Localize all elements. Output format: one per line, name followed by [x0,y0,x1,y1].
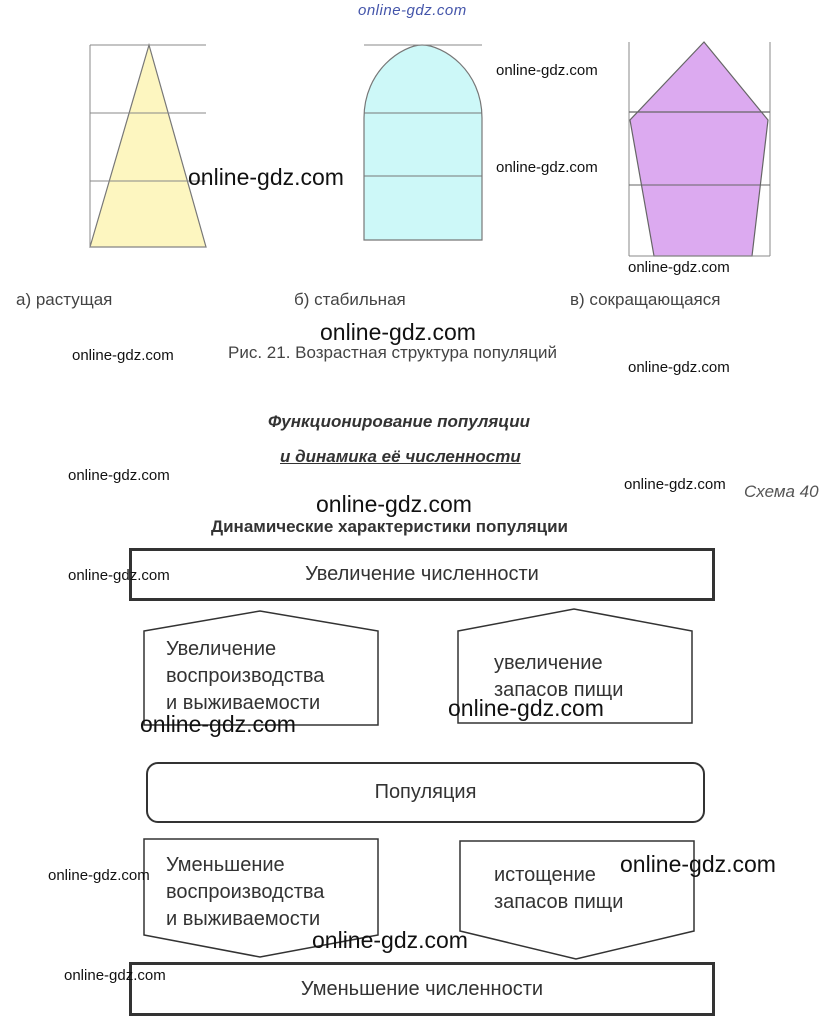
population-box [146,762,705,823]
increase-population-label: Увеличение численности [305,563,539,585]
scheme-title-line2: и динамика её численности [280,447,521,466]
figure-caption: Рис. 21. Возрастная структура популяций [228,343,557,362]
watermark: online-gdz.com [68,467,170,484]
decrease-population-label: Уменьшение численности [300,977,544,1000]
reproduction-increase-text: Увеличение воспроизводства и выживаемости [166,638,325,714]
scheme-subtitle: Динамические характеристики популяции [211,517,569,536]
declining-urn-shape [630,42,768,256]
watermark: online-gdz.com [72,347,174,364]
watermark: online-gdz.com [620,851,776,877]
scheme-number: Схема 40 [744,482,819,501]
growing-triangle [90,45,206,247]
reproduction-decrease-text: Уменьшение воспроизводства и выживаемости [166,854,325,930]
watermark: online-gdz.com [316,491,472,517]
stable-population-diagram [358,40,492,246]
label-declining: в) сокращающаяся [570,290,721,309]
food-supply-depletion-text: истощение запасов пищи [494,864,624,913]
stable-bell-shape [364,45,482,240]
label-growing: а) растущая [16,290,113,309]
watermark: online-gdz.com [628,259,730,276]
increase-population-box [129,548,715,601]
food-supply-increase-text: увеличение запасов пищи [494,652,624,701]
watermark: online-gdz.com [64,967,166,984]
watermark: online-gdz.com [496,159,598,176]
watermark: online-gdz.com [68,567,170,584]
header-watermark: online-gdz.com [358,2,467,19]
growing-population-diagram [86,42,210,252]
declining-population-diagram [624,40,776,262]
watermark: online-gdz.com [628,359,730,376]
watermark: online-gdz.com [140,711,296,737]
watermark: online-gdz.com [320,319,476,345]
watermark: online-gdz.com [312,927,468,953]
watermark: online-gdz.com [48,867,150,884]
label-stable: б) стабильная [294,290,406,309]
scheme-title-line1: Функционирование популяции [268,412,531,431]
population-label: Популяция [374,781,477,803]
watermark: online-gdz.com [448,695,604,721]
watermark: online-gdz.com [496,62,598,79]
watermark: online-gdz.com [188,164,344,190]
decrease-population-box [129,962,715,1016]
watermark: online-gdz.com [624,476,726,493]
